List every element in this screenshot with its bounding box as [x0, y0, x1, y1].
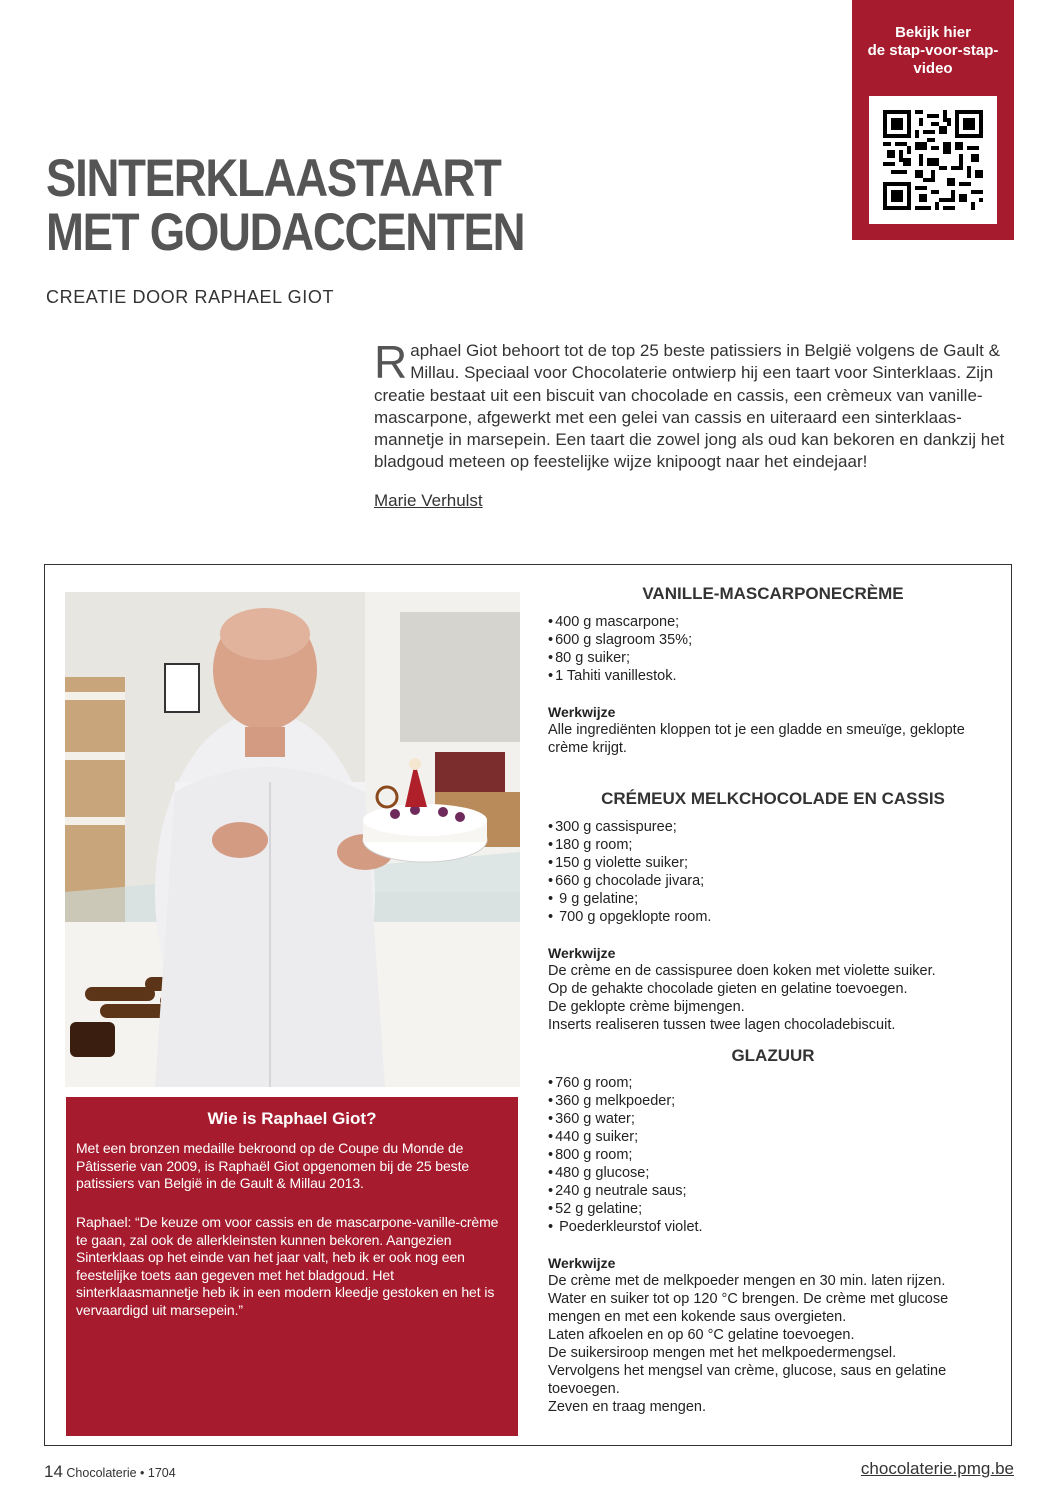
method-label: Werkwijze	[548, 1255, 616, 1271]
ingredient-item: • 800 g room;	[548, 1146, 998, 1164]
ingredient-item: • 400 g mascarpone;	[548, 613, 998, 631]
method-label: Werkwijze	[548, 704, 616, 720]
chef-photo	[65, 592, 520, 1087]
ingredient-item: • Poederkleurstof violet.	[548, 1218, 998, 1236]
ingredient-item: • 180 g room;	[548, 836, 998, 854]
ingredient-item: • 150 g violette suiker;	[548, 854, 998, 872]
chef-info-box	[66, 1097, 518, 1436]
method-step: Vervolgens het mengsel van crème, glucose, saus en gelatine toevoegen.	[548, 1363, 947, 1397]
ingredient-item: • 300 g cassispuree;	[548, 818, 998, 836]
recipe-glazuur	[548, 1046, 998, 1416]
article-intro	[374, 336, 1014, 474]
ingredient-list	[548, 818, 998, 926]
ingredient-item: • 52 g gelatine;	[548, 1200, 998, 1218]
ingredient-item: • 80 g suiker;	[548, 649, 998, 667]
ingredient-item: • 1 Tahiti vanillestok.	[548, 667, 998, 685]
method-steps	[548, 962, 998, 1034]
method-step: Op de gehakte chocolade gieten en gelatine toevoegen.	[548, 981, 908, 997]
ingredient-item: • 240 g neutrale saus;	[548, 1182, 998, 1200]
recipe-title: GLAZUUR	[731, 1046, 815, 1065]
page-number: 14	[44, 1462, 63, 1481]
method-step: Water en suiker tot op 120 °C brengen. De crème met glucose mengen en met een kokende saus overgieten.	[548, 1291, 949, 1325]
article-title	[46, 149, 648, 262]
qr-video-panel	[852, 0, 1014, 240]
author-link[interactable]: Marie Verhulst	[374, 491, 483, 510]
recipe-title: VANILLE-MASCARPONECRÈME	[642, 584, 904, 603]
recipe-cremeux-melkchocolade	[548, 789, 998, 1034]
qr-caption-line1: Bekijk hier	[895, 24, 971, 41]
method-steps	[548, 721, 998, 757]
qr-code-icon[interactable]	[869, 96, 997, 224]
qr-caption-line2: de stap-voor-stap-	[867, 42, 999, 59]
ingredient-item: • 480 g glucose;	[548, 1164, 998, 1182]
website-link[interactable]: chocolaterie.pmg.be	[860, 1459, 1014, 1478]
chef-info-paragraph2: Raphael: “De keuze om voor cassis en de mascarpone-vanille-crème te gaan, zal ook de allerkleinsten kunnen bekoren. Aangezien Sinterklaas op het einde van het jaar valt, heb ik er ook nog een feestelijke toets aan gegeven met het bladgoud. Het sinterklaasmannetje heb ik in een modern kleedje gestoken en het is vervaardigd uit marsepein.”	[76, 1214, 499, 1318]
method-steps	[548, 1272, 998, 1416]
chef-info-paragraph1: Met een bronzen medaille bekroond op de Coupe du Monde de Pâtisserie van 2009, is Raphaël Giot opgenomen bij de 25 beste patissiers van België in de Gault & Millau 2013.	[76, 1140, 470, 1191]
article-title-line2: MET GOUDACCENTEN	[46, 203, 525, 262]
article-title-line1: SINTERKLAASTAART	[46, 149, 501, 208]
article-subtitle: CREATIE DOOR RAPHAEL GIOT	[46, 287, 335, 307]
method-step: Zeven en traag mengen.	[548, 1399, 706, 1415]
method-step: Alle ingrediënten kloppen tot je een gladde en smeuïge, geklopte crème krijgt.	[548, 722, 965, 756]
ingredient-item: • 440 g suiker;	[548, 1128, 998, 1146]
magazine-issue: Chocolaterie • 1704	[66, 1466, 176, 1480]
recipe-title: CRÉMEUX MELKCHOCOLADE EN CASSIS	[601, 789, 945, 808]
method-step: De crème en de cassispuree doen koken met violette suiker.	[548, 963, 936, 979]
ingredient-item: • 700 g opgeklopte room.	[548, 908, 998, 926]
qr-caption-line3: video	[913, 60, 953, 77]
ingredient-item: • 9 g gelatine;	[548, 890, 998, 908]
method-step: De geklopte crème bijmengen.	[548, 999, 745, 1015]
ingredient-item: • 600 g slagroom 35%;	[548, 631, 998, 649]
ingredient-list	[548, 1074, 998, 1236]
ingredient-item: • 760 g room;	[548, 1074, 998, 1092]
method-step: De suikersiroop mengen met het melkpoedermengsel.	[548, 1345, 897, 1361]
ingredient-item: • 660 g chocolade jivara;	[548, 872, 998, 890]
page-footer-left	[44, 1462, 176, 1482]
method-step: Laten afkoelen en op 60 °C gelatine toevoegen.	[548, 1327, 855, 1343]
recipe-vanille-mascarpone	[548, 584, 998, 757]
ingredient-list	[548, 613, 998, 685]
intro-dropcap: R	[374, 336, 408, 388]
ingredient-item: • 360 g melkpoeder;	[548, 1092, 998, 1110]
method-step: De crème met de melkpoeder mengen en 30 min. laten rijzen.	[548, 1273, 946, 1289]
chef-info-heading: Wie is Raphael Giot?	[207, 1109, 377, 1128]
ingredient-item: • 360 g water;	[548, 1110, 998, 1128]
method-label: Werkwijze	[548, 945, 616, 961]
qr-caption	[852, 24, 1014, 78]
intro-text: aphael Giot behoort tot de top 25 beste patissiers in België volgens de Gault & Millau. Speciaal voor Chocolaterie ontwierp hij een taart voor Sinterklaas. Zijn creatie bestaat uit een biscuit van chocolade en cassis, een crèmeux van vanille-mascarpone, afgewerkt met een gelei van cassis en uiteraard een sinterklaas-mannetje in marsepein. Een taart die zowel jong als oud kan bekoren en dankzij het bladgoud meteen op feestelijke wijze knipoogt naar het eindejaar!	[374, 341, 1005, 472]
method-step: Inserts realiseren tussen twee lagen chocoladebiscuit.	[548, 1017, 896, 1033]
